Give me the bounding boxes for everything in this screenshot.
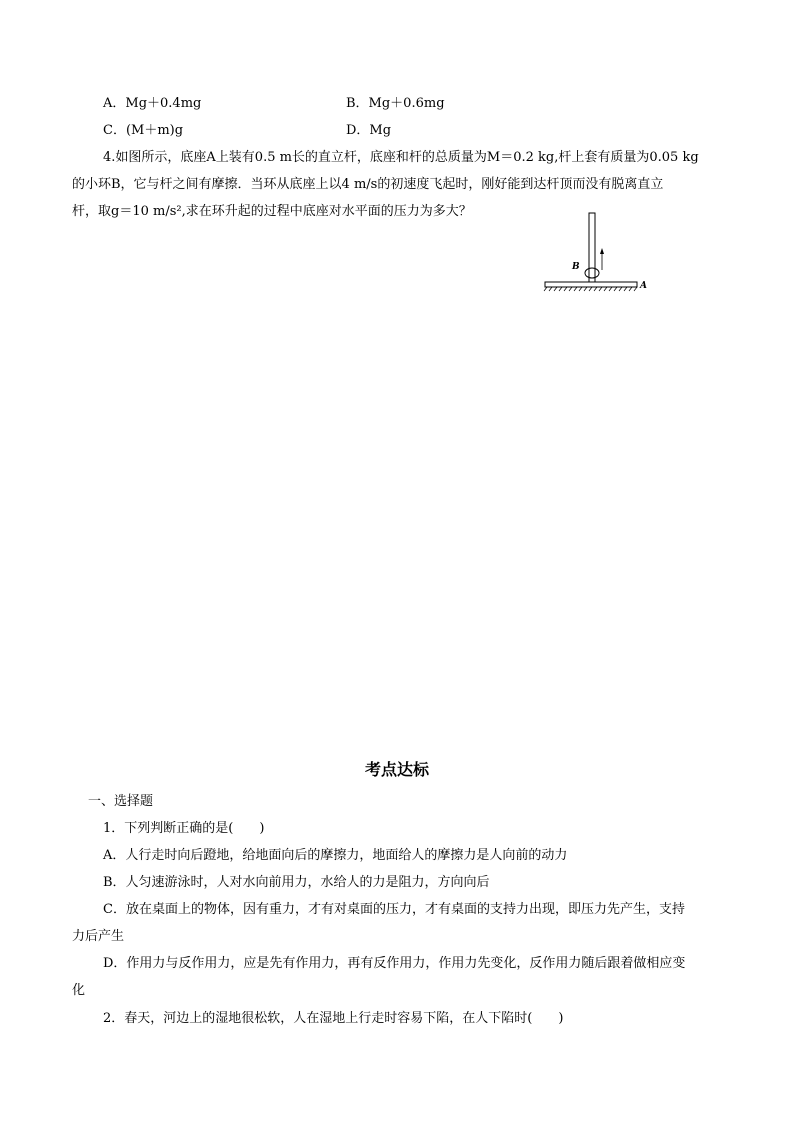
- section-title: 考点达标: [364, 760, 429, 779]
- label-base-a: A: [640, 281, 647, 291]
- section-subtitle: 一、选择题: [88, 794, 154, 809]
- label-ring-b: B: [572, 262, 580, 272]
- ground-hatching: [544, 287, 637, 291]
- q3-options-row-2: [0, 122, 794, 140]
- q1-option-d-line-2: 化: [72, 983, 86, 998]
- q3-option-b: B．Mg＋0.6mg: [346, 96, 445, 111]
- q3-options-row-1: [0, 95, 794, 113]
- q1-option-c-line-1: C．放在桌面上的物体，因有重力，才有对桌面的压力，才有桌面的支持力出现，即压力先产生，支持: [103, 902, 685, 917]
- arrow-head-icon: [600, 248, 604, 254]
- q1-stem: 1．下列判断正确的是( ): [103, 821, 265, 836]
- q3-option-a: A．Mg＋0.4mg: [103, 96, 202, 111]
- q4-line-2: 的小环B，它与杆之间有摩擦．当环从底座上以4 m/s的初速度飞起时，刚好能到达杆顶而没有脱离直立: [72, 177, 664, 192]
- q4-line-3: 杆，取g＝10 m/s²,求在环升起的过程中底座对水平面的压力为多大？: [72, 204, 472, 219]
- q4-figure: [540, 208, 660, 298]
- base: [545, 282, 637, 287]
- q1-option-d-line-1: D．作用力与反作用力，应是先有作用力，再有反作用力，作用力先变化，反作用力随后跟着做相应变: [103, 956, 686, 971]
- q1-option-a: A．人行走时向后蹬地，给地面向后的摩擦力，地面给人的摩擦力是人向前的动力: [103, 848, 568, 863]
- q4-line-1: 4.如图所示，底座A上装有0.5 m长的直立杆，底座和杆的总质量为M＝0.2 kg,杆上套有质量为0.05 kg: [103, 150, 699, 165]
- q2-stem: 2．春天，河边上的湿地很松软，人在湿地上行走时容易下陷，在人下陷时( ): [103, 1011, 564, 1026]
- rod: [589, 213, 595, 283]
- q3-option-d: D．Mg: [346, 123, 392, 138]
- q3-option-c: C．(M＋m)g: [103, 123, 184, 138]
- q1-option-c-line-2: 力后产生: [72, 929, 125, 944]
- q1-option-b: B．人匀速游泳时，人对水向前用力，水给人的力是阻力，方向向后: [103, 875, 490, 890]
